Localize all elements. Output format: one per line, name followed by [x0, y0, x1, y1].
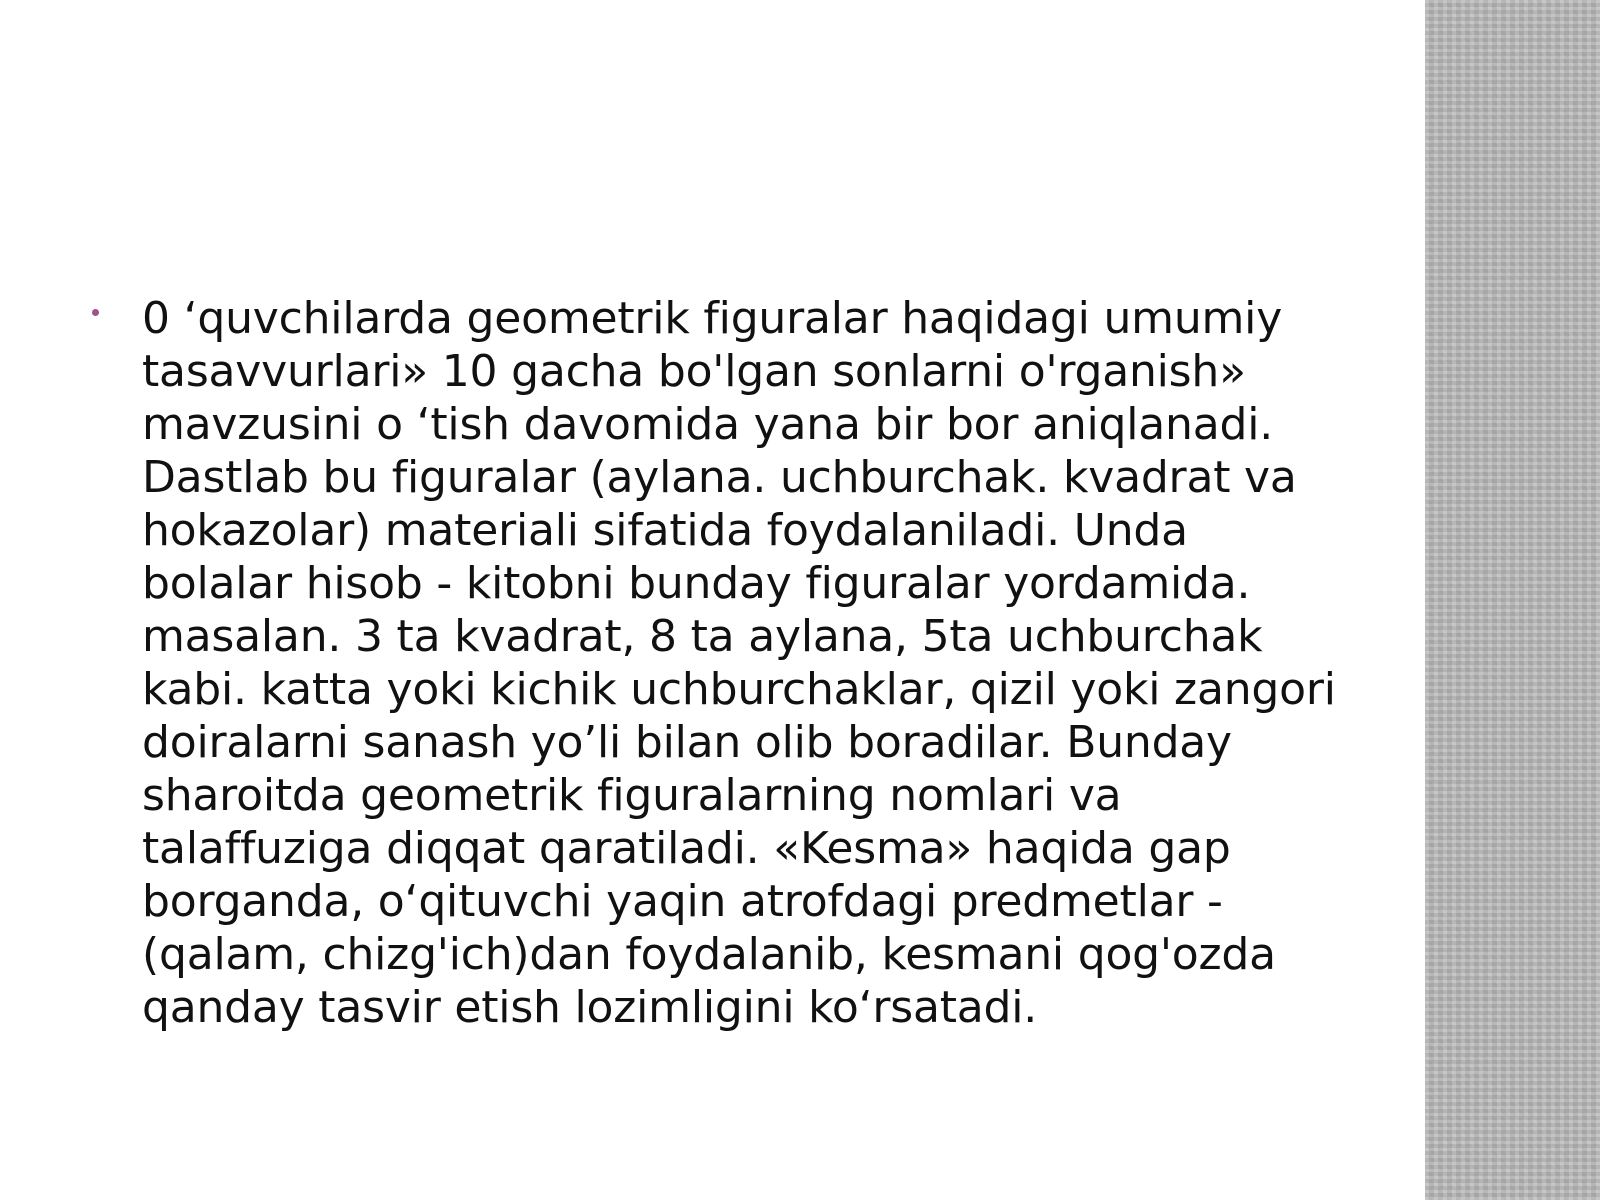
bullet-text: 0 ‘quvchilarda geometrik figuralar haqidagi umumiy tasavvurlari» 10 gacha bo'lgan sonlarni o'rganish» mavzusini o ‘tish davomida yana bir bor aniqlanadi. Dastlab bu figuralar (aylana. uchburchak. kvadrat va hokazolar) materiali sifatida foydalaniladi. Unda bolalar hisob - kitobni bunday figuralar yordamida. masalan. 3 ta kvadrat, 8 ta aylana, 5ta uchburchak kabi. katta yoki kichik uchburchaklar, qizil yoki zangori doiralarni sanash yo’li bilan olib boradilar. Bunday sharoitda geometrik figuralarning nomlari va talaffuziga diqqat qaratiladi. «Kesma» haqida gap borganda, o‘qituvchi yaqin atrofdagi predmetlar - (qalam, chizg'ich)dan foydalanib, kesmani qog'ozda qanday tasvir etish lozimligini ko‘rsatadi. — [142, 293, 1336, 1033]
bullet-dot-icon — [92, 309, 99, 316]
slide-content — [92, 292, 1362, 1034]
bullet-item — [92, 292, 1362, 1034]
decorative-side-strip — [1425, 0, 1600, 1200]
